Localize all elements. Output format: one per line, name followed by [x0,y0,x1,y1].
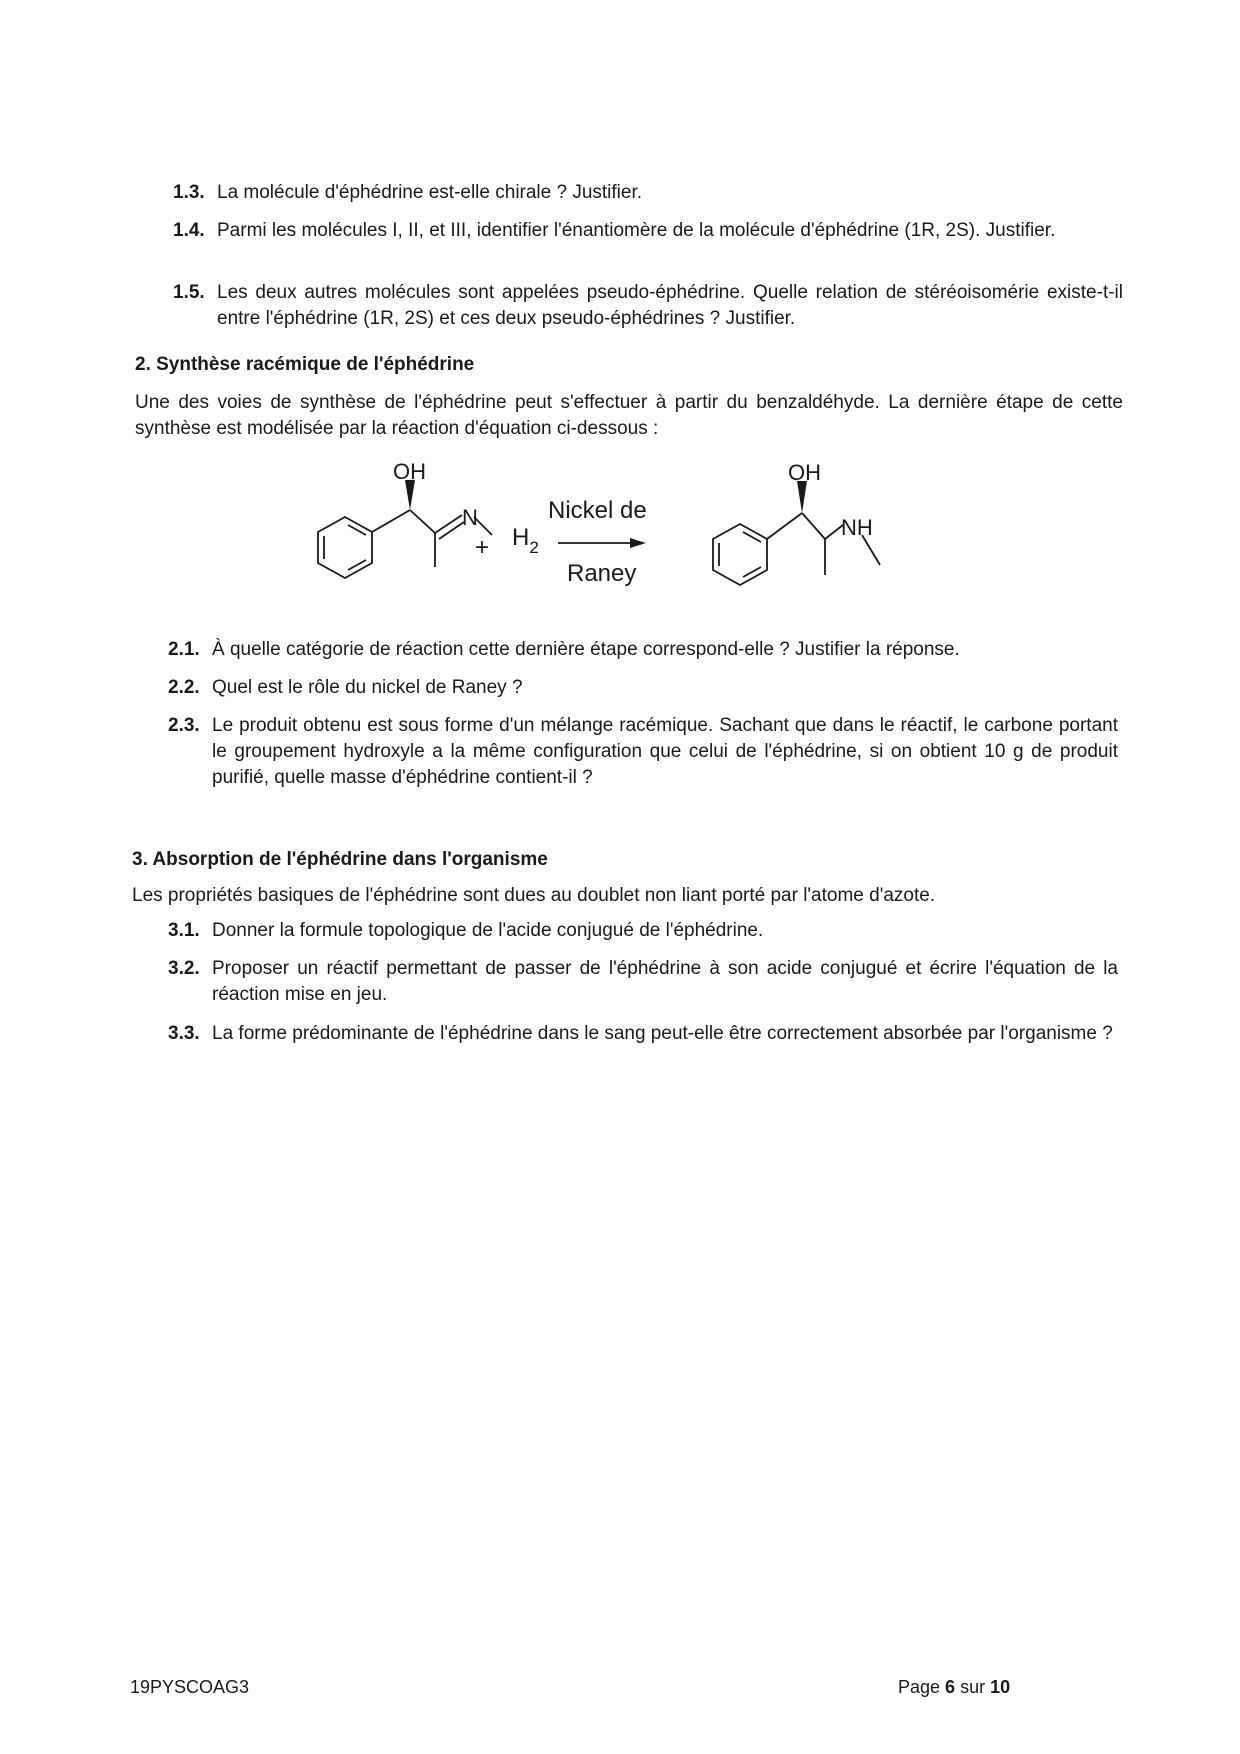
product-benzene-ring [713,524,767,585]
question-text: Parmi les molécules I, II, et III, identifier l'énantiomère de la molécule d'éphédrine (1R, 2S). Justifier. [217,220,1056,241]
page-prefix: Page [898,1677,946,1697]
page-total: 10 [990,1677,1011,1697]
question-2-3 [168,713,1118,791]
question-number: 1.5. [173,282,205,303]
plus-sign: + [475,534,490,561]
imine-double-bond [439,522,464,539]
question-number: 3.2. [168,958,200,979]
h2-label [512,524,539,557]
reactant-bond [372,510,410,532]
product-wedge-bond [797,481,807,513]
imine-double-bond [435,515,462,533]
page-indicator [898,1674,1010,1700]
question-number: 1.3. [173,182,205,203]
reactant-n-label: N [462,505,478,530]
question-number: 2.2. [168,677,200,698]
question-number: 3.1. [168,920,200,941]
question-3-2 [168,956,1118,1008]
product-oh-label: OH [788,460,821,485]
page-mid: sur [955,1677,991,1697]
question-2-2 [168,675,1118,701]
page-number: 6 [945,1677,956,1697]
question-1-4 [173,218,1123,244]
question-text: Donner la formule topologique de l'acide conjugué de l'éphédrine. [212,920,764,941]
question-text: La forme prédominante de l'éphédrine dans le sang peut-elle être correctement absorbée par l'organisme ? [212,1023,1113,1044]
question-1-3 [173,180,1123,206]
reaction-arrow-head [630,538,646,548]
question-text: Les deux autres molécules sont appelées pseudo-éphédrine. Quelle relation de stéréoisomérie existe-t-il entre l'éphédrine (1R, 2S) et ces deux pseudo-éphédrines ? Justifier. [217,282,1123,329]
section-3-intro: Les propriétés basiques de l'éphédrine sont dues au doublet non liant porté par l'atome d'azote. [132,885,936,906]
question-1-5 [173,280,1123,332]
catalyst-line-2: Raney [567,560,637,587]
question-number: 1.4. [173,220,205,241]
question-2-1 [168,637,1118,663]
question-text: Proposer un réactif permettant de passer de l'éphédrine à son acide conjugué et écrire l'équation de la réaction mise en jeu. [212,958,1118,1005]
question-number: 2.3. [168,715,200,736]
question-3-3 [168,1021,1118,1047]
reactant-oh-label: OH [393,459,426,484]
product-nh-label: NH [841,515,873,540]
section-3-heading: 3. Absorption de l'éphédrine dans l'organisme [132,849,548,870]
catalyst-line-1: Nickel de [548,497,647,524]
question-text: Le produit obtenu est sous forme d'un mélange racémique. Sachant que dans le réactif, le carbone portant le groupement hydroxyle a la même configuration que celui de l'éphédrine, si on obtient 10 g de produit purifié, quelle masse d'éphédrine contient-il ? [212,715,1118,788]
question-3-1 [168,918,1118,944]
h2-subscript: 2 [529,538,539,557]
question-number: 3.3. [168,1023,200,1044]
reactant-benzene-ring [318,517,372,578]
section-2-heading: 2. Synthèse racémique de l'éphédrine [135,354,475,375]
section-2-intro: Une des voies de synthèse de l'éphédrine peut s'effectuer à partir du benzaldéhyde. La dernière étape de cette synthèse est modélisée par la réaction d'équation ci-dessous : [135,392,1123,439]
h2-h: H [512,524,530,551]
question-text: Quel est le rôle du nickel de Raney ? [212,677,523,698]
product-bond [802,513,825,539]
document-code: 19PYSCOAG3 [130,1677,250,1697]
question-number: 2.1. [168,639,200,660]
reaction-scheme [300,455,980,635]
product-bond [767,513,802,539]
reactant-bond [410,510,435,533]
question-text: À quelle catégorie de réaction cette dernière étape correspond-elle ? Justifier la réponse. [212,639,960,660]
reactant-wedge-bond [405,480,415,510]
question-text: La molécule d'éphédrine est-elle chirale ? Justifier. [217,182,643,203]
